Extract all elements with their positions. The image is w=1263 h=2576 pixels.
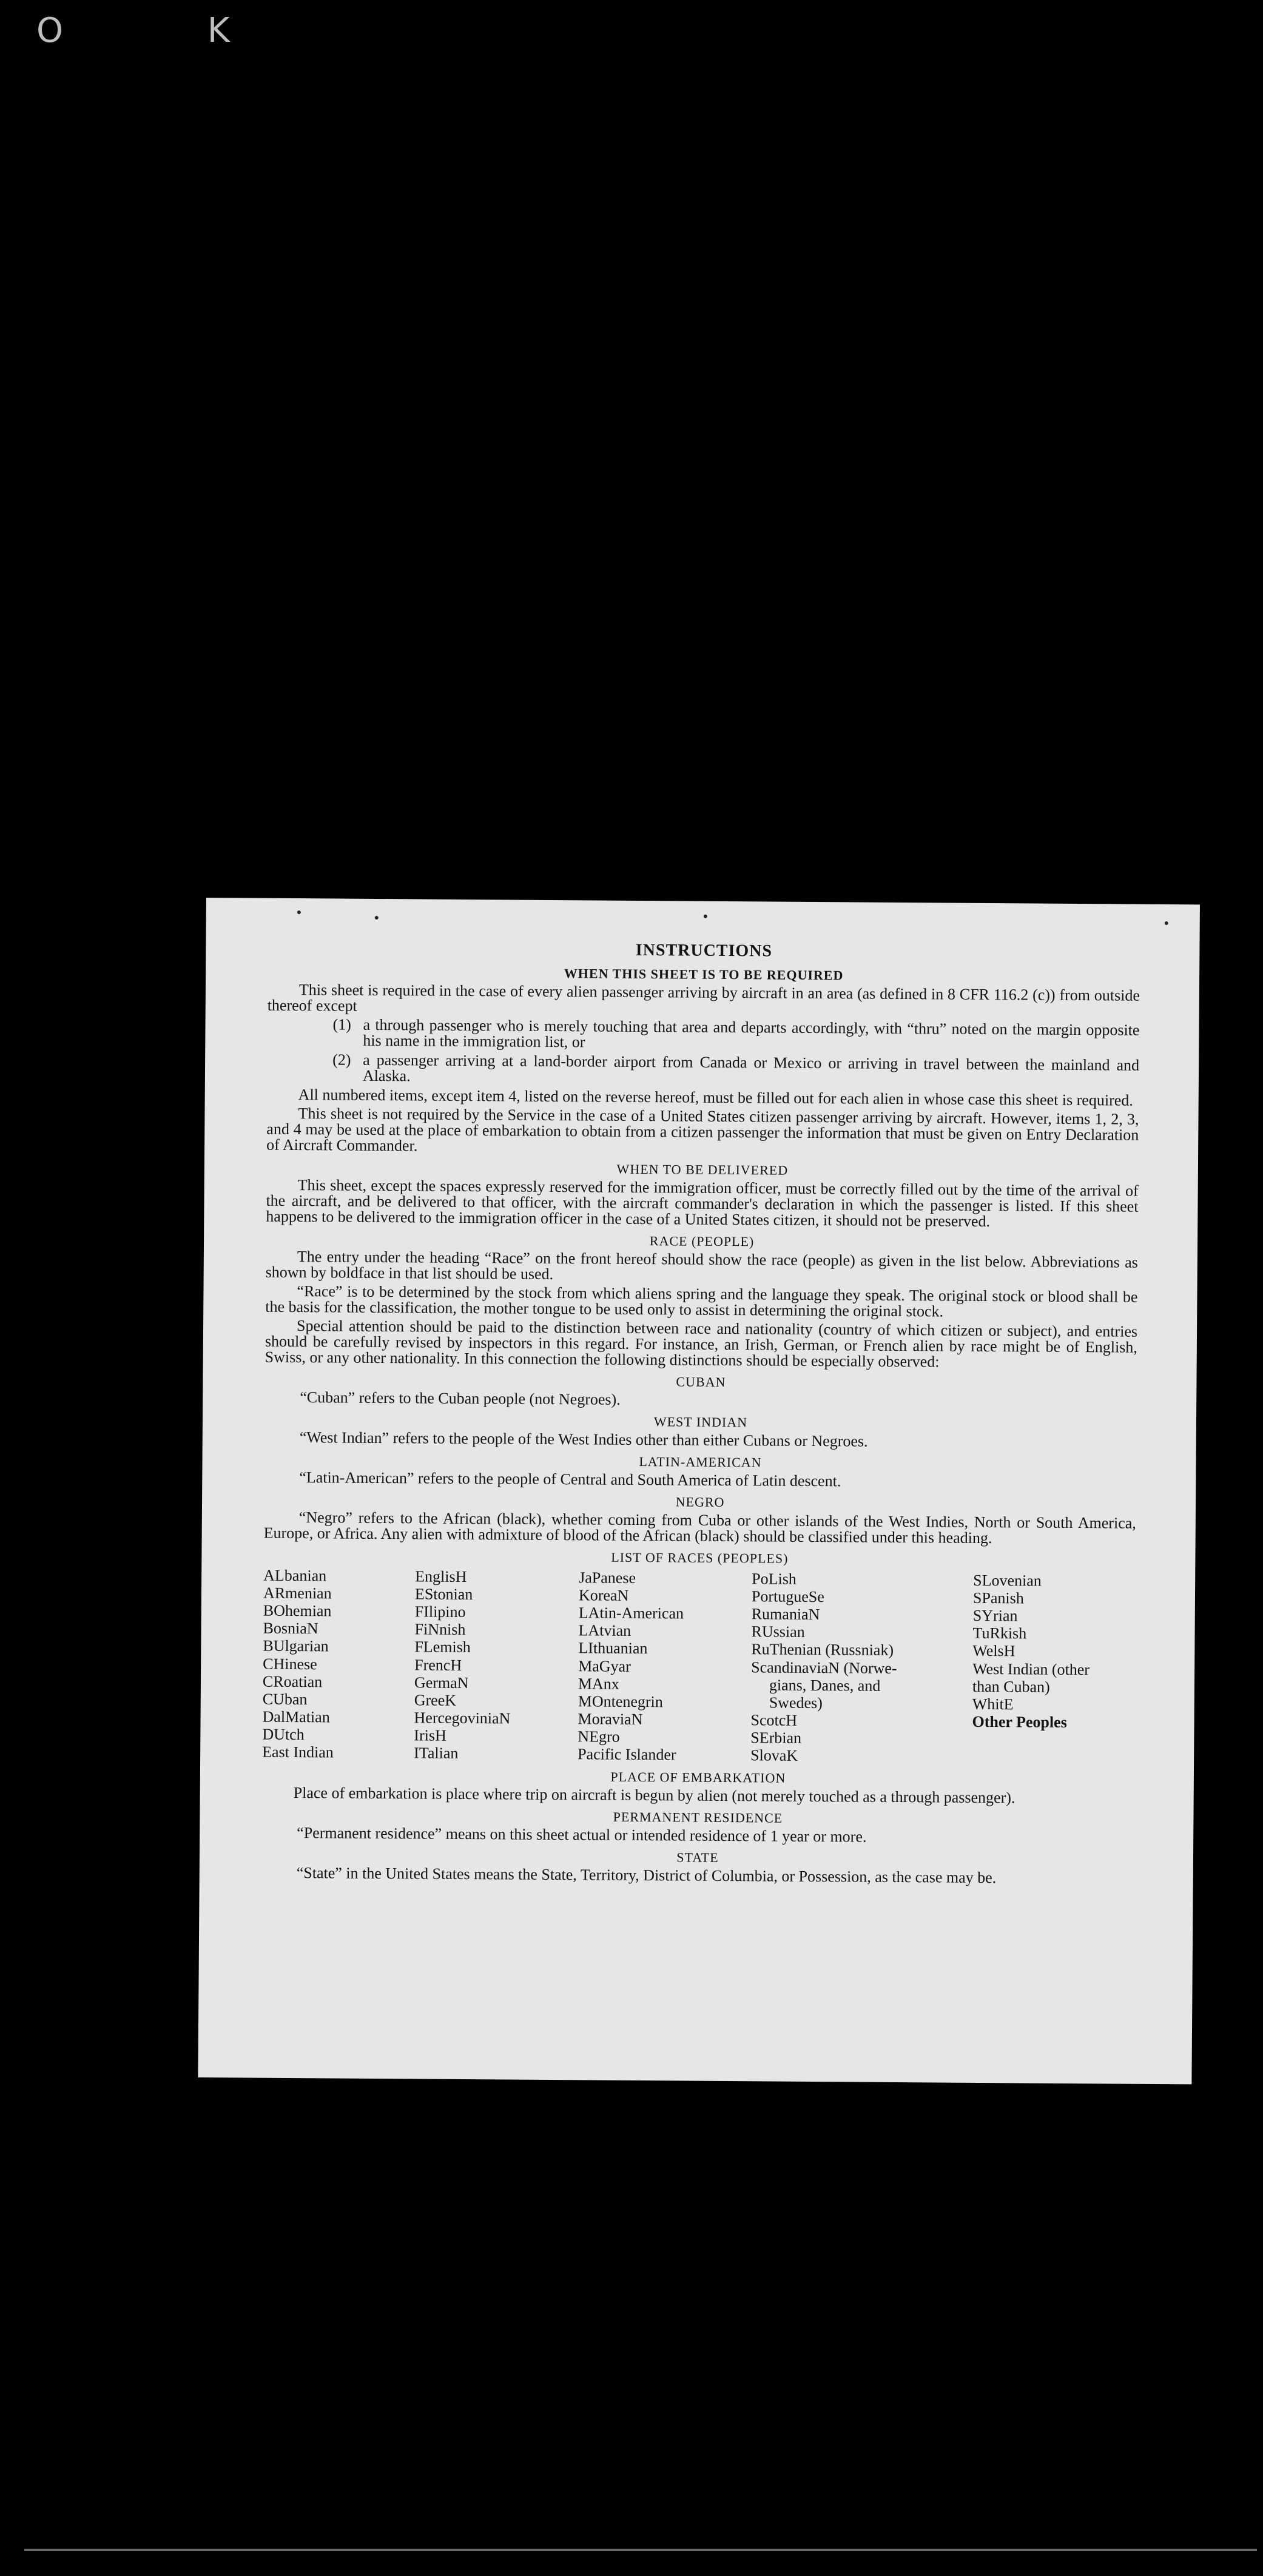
race-entry: WhitE [972,1695,1014,1713]
race-entry: CHinese [263,1655,317,1673]
race-entry: CUban [262,1690,308,1708]
race-entry: FLemish [414,1638,471,1656]
races-column [750,1570,973,1766]
race-entry: JaPanese [579,1569,636,1587]
race-entry: TuRkish [972,1624,1027,1643]
race-entry: East Indian [262,1743,334,1761]
race-entry: BUlgarian [263,1637,329,1655]
race-entry: ARmenian [263,1584,332,1602]
race-entry: GreeK [414,1691,457,1709]
race-entry: WelsH [972,1642,1015,1660]
races-column [578,1569,752,1764]
numbered-item [332,1017,1139,1054]
race-entry: FIlipino [414,1602,466,1621]
bottom-rule [24,2549,1257,2551]
race-entry: RUssian [751,1623,805,1641]
race-entry: Pacific Islander [578,1745,676,1764]
race-entry: CRoatian [262,1672,323,1691]
heading-when-required: WHEN THIS SHEET IS TO BE REQUIRED [564,966,844,983]
race-entry: NEgro [578,1727,620,1746]
races-column [414,1567,579,1763]
race-entry: SPanish [972,1589,1024,1607]
race-entry: MaGyar [578,1656,631,1675]
race-entry: SYrian [972,1607,1018,1625]
race-entry: ScandinaviaN (Norwe- [751,1658,897,1677]
race-entry: IrisH [414,1726,446,1744]
race-entry: FrencH [414,1655,462,1674]
item-text: a passenger arriving at a land-border airport from Canada or Mexico or arriving in travel between the mainland and Alaska. [362,1051,1140,1085]
heading-west-indian: WEST INDIAN [653,1414,748,1430]
heading-when-delivered: WHEN TO BE DELIVERED [616,1161,789,1178]
races-column [262,1567,415,1762]
speck [1165,921,1168,925]
race-entry: RuThenian (Russniak) [751,1640,894,1660]
race-entry: DUtch [262,1725,305,1744]
races-list [262,1567,1136,1767]
race-entry: ITalian [414,1744,459,1763]
paragraph: Special attention should be paid to the distinction between race and nationality (country of which citizen or subject), and entries should be carefully revised by inspectors in this regard. For instance, an Irish, German, or French alien by race might be of English, Swiss, or any other nationality. In this connection the following distinctions should be especially observed: [264,1317,1138,1371]
heading-permanent-residence: PERMANENT RESIDENCE [613,1809,783,1826]
race-entry: West Indian (other [972,1660,1090,1678]
race-entry: SErbian [750,1729,802,1747]
paragraph: Place of embarkation is place where trip on aircraft is begun by alien (not merely touched as a through passenger). [293,1784,1015,1807]
heading-list-of-races: LIST OF RACES (PEOPLES) [611,1549,789,1566]
heading-latin-american: LATIN-AMERICAN [639,1454,762,1470]
race-entry: than Cuban) [972,1677,1050,1696]
paragraph: All numbered items, except item 4, listed on the reverse hereof, must be filled out for each alien in whose case this sheet is required. [298,1086,1133,1109]
race-entry: SLovenian [973,1571,1042,1590]
paragraph: “Race” is to be determined by the stock from which aliens spring and the language they speak. The original stock or blood shall be the basis for the classification, the mother tongue to be used only to assist in determining the original stock. [265,1282,1138,1320]
race-entry: RumaniaN [751,1605,820,1624]
paragraph: “Latin-American” refers to the people of Central and South America of Latin descent. [299,1468,841,1490]
paragraph: “State” in the United States means the State, Territory, District of Columbia, or Possession, as the case may be. [296,1864,997,1887]
race-entry: ALbanian [263,1566,327,1585]
race-entry: LIthuanian [578,1639,648,1658]
paragraph: The entry under the heading “Race” on the front hereof should show the race (people) as given in the list below. Abbreviations as shown by boldface in that list should be used. [265,1248,1138,1283]
item-number: (2) [332,1051,351,1069]
race-entry: MAnx [578,1674,619,1693]
race-entry: MoraviaN [578,1710,643,1728]
race-entry: Swedes) [769,1693,823,1712]
numbered-item [332,1052,1139,1089]
race-entry: PortugueSe [751,1587,824,1606]
paragraph: This sheet is not required by the Service in the case of a United States citizen passenger arriving by aircraft. However, items 1, 2, 3, and 4 may be used at the place of embarkation to obtain from a citizen passenger the information that must be given on Entry Declaration of Aircraft Commander. [266,1105,1139,1155]
race-entry: FiNnish [414,1620,466,1639]
paragraph: “Permanent residence” means on this sheet actual or intended residence of 1 year or more. [297,1824,867,1846]
heading-negro: NEGRO [675,1494,725,1510]
speck [704,915,707,918]
race-entry: PoLish [752,1570,797,1588]
races-column [972,1572,1143,1767]
race-entry: gians, Danes, and [769,1676,881,1695]
race-entry: SlovaK [750,1746,798,1764]
race-entry: EStonian [414,1585,473,1604]
speck [297,910,301,914]
race-entry: BOhemian [263,1601,332,1620]
paragraph: “Cuban” refers to the Cuban people (not Negroes). [300,1388,621,1408]
heading-place-of-embarkation: PLACE OF EMBARKATION [610,1769,786,1786]
heading-race: RACE (PEOPLE) [649,1233,755,1249]
race-entry: Other Peoples [972,1712,1067,1731]
race-entry: LAtin-American [578,1604,684,1623]
item-text: a through passenger who is merely touching that area and departs accordingly, with “thru” noted on the margin opposite his name in the immigration list, or [363,1015,1140,1051]
race-entry: KoreaN [578,1586,629,1604]
race-entry: EnglisH [415,1567,467,1586]
race-entry: HercegoviniaN [414,1709,511,1727]
race-entry: DalMatian [262,1707,330,1726]
paragraph: “Negro” refers to the African (black), whether coming from Cuba or other islands of the West Indies, North or South America, Europe, or Africa. Any alien with admixture of blood of the African (black) should be classified under this heading. [263,1508,1136,1547]
race-entry: MOntenegrin [578,1692,663,1711]
corner-marks: O K [36,11,297,50]
heading-state: STATE [676,1849,719,1866]
race-entry: BosniaN [263,1619,318,1638]
document-title: INSTRUCTIONS [635,940,773,961]
race-entry: LAtvian [578,1621,632,1640]
race-entry: GermaN [414,1673,469,1692]
instruction-sheet [198,898,1200,2084]
paragraph: This sheet, except the spaces expressly reserved for the immigration officer, must be correctly filled out by the time of the arrival of the aircraft, and be delivered to that officer, with the aircraft commander's declaration in which the passenger is listed. If this sheet happens to be delivered to the immigration officer in the case of a United States citizen, it should not be preserved. [266,1176,1139,1231]
race-entry: ScotcH [750,1711,798,1729]
heading-cuban: CUBAN [676,1374,726,1390]
paragraph: “West Indian” refers to the people of the West Indies other than either Cubans or Negroes. [299,1428,868,1450]
paragraph: This sheet is required in the case of every alien passenger arriving by aircraft in an area (as defined in 8 CFR 116.2 (c)) from outside thereof except [267,981,1140,1015]
item-number: (1) [332,1015,351,1034]
speck [375,916,379,920]
